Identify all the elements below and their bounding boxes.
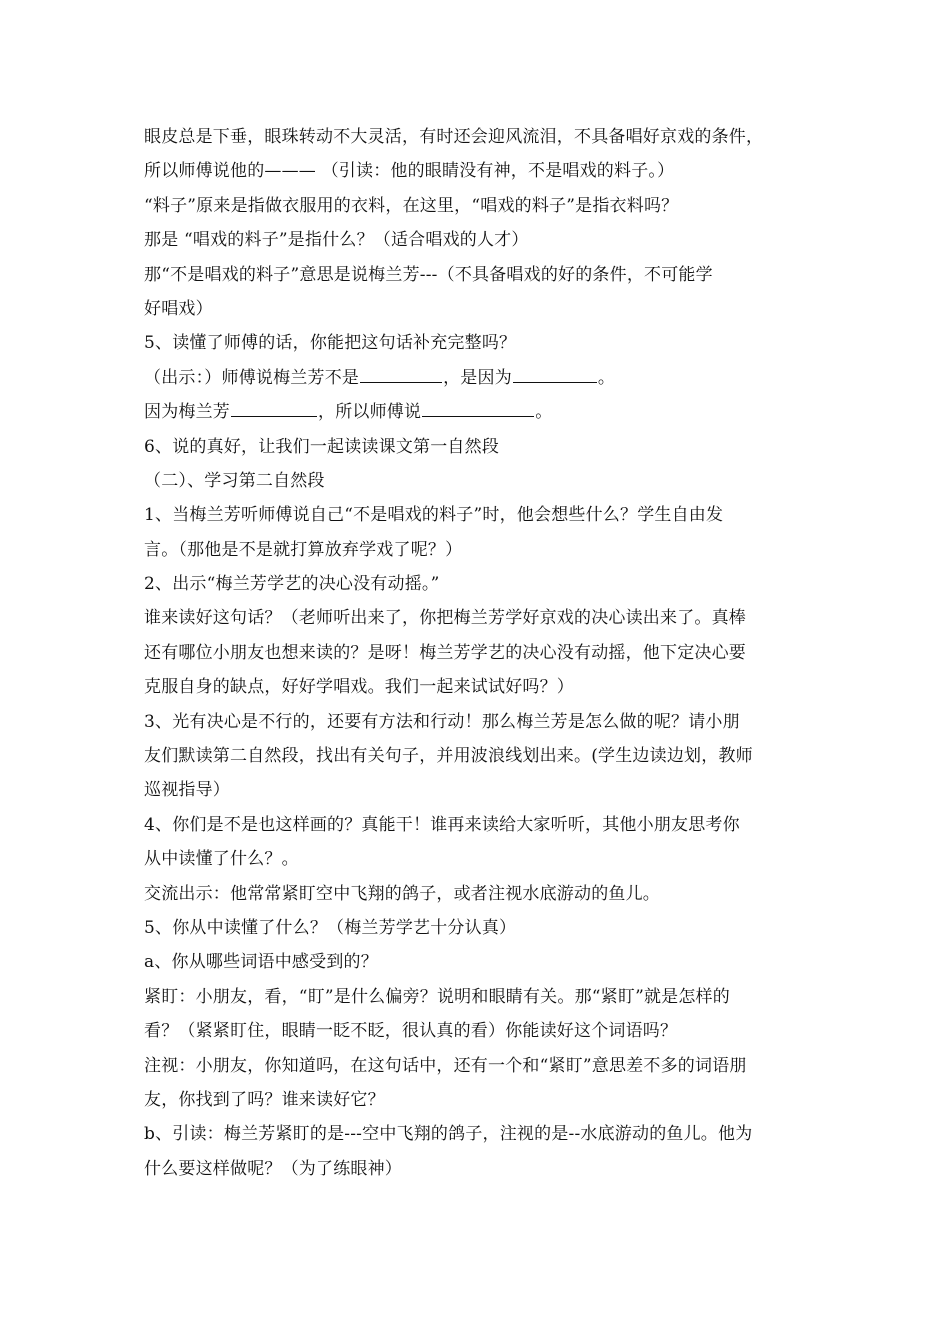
text-line: 克服自身的缺点，好好学唱戏。我们一起来试试好吗？） (144, 677, 574, 698)
text-line: 交流出示：他常常紧盯空中飞翔的鸽子，或者注视水底游动的鱼儿。 (144, 883, 660, 904)
sentence-part: 。 (597, 367, 616, 388)
text-line: 巡视指导） (144, 780, 230, 801)
text-line: 什么要这样做呢？（为了练眼神） (144, 1158, 402, 1179)
sentence-part: （出示：）师傅说梅兰芳不是 (144, 367, 360, 388)
answer-blank (360, 364, 442, 383)
text-line: 5、你从中读懂了什么？（梅兰芳学艺十分认真） (144, 917, 517, 938)
text-line: 4、你们是不是也这样画的？真能干！谁再来读给大家听听，其他小朋友思考你 (144, 814, 740, 835)
text-line: 5、读懂了师傅的话，你能把这句话补充完整吗？ (144, 333, 517, 354)
text-line: 还有哪位小朋友也想来读的？是呀！梅兰芳学艺的决心没有动摇，他下定决心要 (144, 642, 746, 663)
text-line: 那是 “唱戏的料子”是指什么？（适合唱戏的人才） (144, 230, 529, 251)
text-line: 友们默读第二自然段，找出有关句子，并用波浪线划出来。(学生边读边划，教师 (144, 746, 753, 767)
text-line: 从中读懂了什么？。 (144, 849, 299, 870)
sentence-part: ，是因为 (443, 367, 512, 388)
text-line: 好唱戏） (144, 298, 213, 319)
text-line: “料子”原来是指做衣服用的衣料，在这里，“唱戏的料子”是指衣料吗？ (144, 195, 679, 216)
text-line: 眼皮总是下垂，眼珠转动不大灵活，有时还会迎风流泪，不具备唱好京戏的条件， (144, 127, 764, 147)
text-line: b、引读：梅兰芳紧盯的是---空中飞翔的鸽子，注视的是--水底游动的鱼儿。他为 (144, 1124, 753, 1145)
sentence-part: 因为梅兰芳 (144, 402, 230, 423)
fill-in-sentence-1 (144, 361, 809, 395)
text-line: 紧盯：小朋友，看，“盯”是什么偏旁？说明和眼睛有关。那“紧盯”就是怎样的 (144, 986, 730, 1007)
text-line: 3、光有决心是不行的，还要有方法和行动！那么梅兰芳是怎么做的呢？请小朋 (144, 711, 740, 732)
text-line: 言。（那他是不是就打算放弃学戏了呢？） (144, 539, 463, 560)
fill-in-sentence-2 (144, 395, 809, 429)
text-line: 1、当梅兰芳听师傅说自己“不是唱戏的料子”时，他会想些什么？学生自由发 (144, 505, 724, 526)
text-line: 注视：小朋友，你知道吗，在这句话中，还有一个和“紧盯”意思差不多的词语朋 (144, 1055, 747, 1076)
text-line: 那“不是唱戏的料子”意思是说梅兰芳---（不具备唱戏的好的条件，不可能学 (144, 264, 713, 285)
text-line: 谁来读好这句话？（老师听出来了，你把梅兰芳学好京戏的决心读出来了。真棒 (144, 608, 746, 629)
answer-blank (231, 398, 317, 417)
text-line: 友，你找到了吗？谁来读好它？ (144, 1089, 385, 1110)
text-line: 2、出示“梅兰芳学艺的决心没有动摇。” (144, 574, 440, 595)
answer-blank (422, 398, 534, 417)
text-line: 6、说的真好，让我们一起读读课文第一自然段 (144, 436, 500, 457)
lesson-text (144, 120, 809, 1186)
text-line: a、你从哪些词语中感受到的？ (144, 952, 378, 973)
sentence-part: ，所以师傅说 (318, 402, 422, 423)
answer-blank (513, 364, 597, 383)
sentence-part: 。 (535, 402, 553, 423)
text-line: 所以师傅说他的——— （引读：他的眼睛没有神，不是唱戏的料子。） (144, 161, 675, 182)
section-heading: （二）、学习第二自然段 (144, 470, 325, 491)
text-line: 看？（紧紧盯住，眼睛一眨不眨，很认真的看）你能读好这个词语吗？ (144, 1021, 678, 1042)
